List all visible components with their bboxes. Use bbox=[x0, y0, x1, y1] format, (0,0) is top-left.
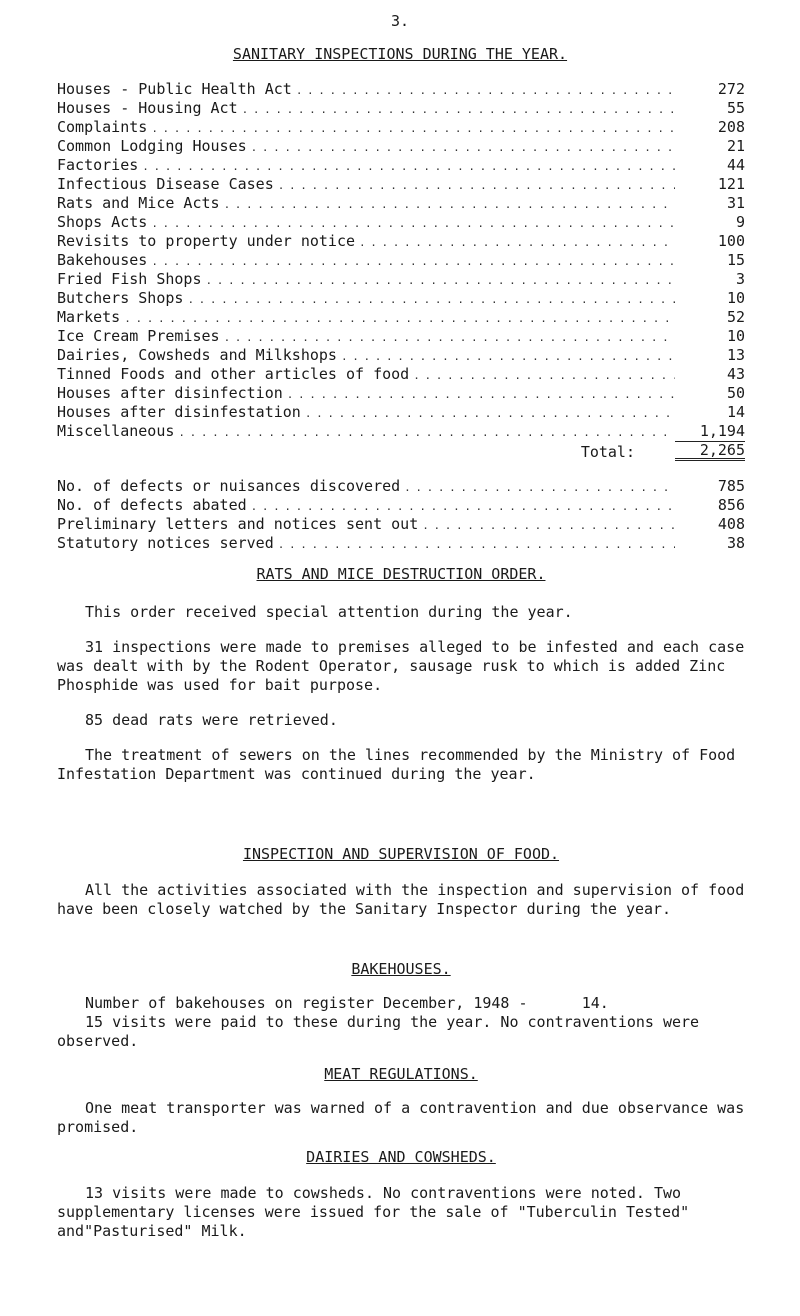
inspection-row-value: 55 bbox=[726, 99, 745, 117]
dot-leader bbox=[138, 156, 675, 175]
bakehouses-section bbox=[57, 960, 745, 1051]
inspection-row-label: Revisits to property under notice bbox=[57, 232, 356, 250]
inspection-row-label: Ice Cream Premises bbox=[57, 327, 220, 345]
rats-paragraph-1: This order received special attention during the year. bbox=[85, 603, 573, 621]
inspection-row bbox=[57, 270, 745, 289]
dot-leader bbox=[174, 422, 675, 441]
inspection-row bbox=[57, 384, 745, 403]
inspection-row-value: 10 bbox=[726, 327, 745, 345]
defects-row bbox=[57, 515, 745, 534]
rats-heading: RATS AND MICE DESTRUCTION ORDER. bbox=[256, 565, 546, 583]
inspection-row-label: Common Lodging Houses bbox=[57, 137, 247, 155]
defects-table bbox=[57, 477, 745, 553]
food-paragraph-1: All the activities associated with the inspection and supervision of food have been closely watched by the Sanitary Inspector during the year. bbox=[57, 881, 745, 918]
dairies-heading: DAIRIES AND COWSHEDS. bbox=[306, 1148, 496, 1166]
dot-leader bbox=[355, 232, 675, 251]
dot-leader bbox=[220, 327, 675, 346]
dot-leader bbox=[183, 289, 675, 308]
bakehouses-paragraph-1: Number of bakehouses on register December, 1948 - 14. bbox=[85, 994, 609, 1012]
dot-leader bbox=[147, 118, 675, 137]
inspection-row-label: Tinned Foods and other articles of food bbox=[57, 365, 410, 383]
dot-leader bbox=[147, 213, 675, 232]
dairies-section bbox=[57, 1148, 745, 1241]
inspection-row-label: Dairies, Cowsheds and Milkshops bbox=[57, 346, 337, 364]
rats-section bbox=[57, 565, 745, 784]
inspection-row-label: Bakehouses bbox=[57, 251, 148, 269]
inspection-row-value: 121 bbox=[717, 175, 745, 193]
dot-leader bbox=[274, 175, 675, 194]
inspection-row-label: Houses after disinfestation bbox=[57, 403, 301, 421]
total-label: Total: bbox=[580, 443, 635, 461]
inspection-row bbox=[57, 251, 745, 270]
dot-leader bbox=[120, 308, 675, 327]
defects-row-value: 785 bbox=[717, 477, 745, 495]
inspection-row-value: 100 bbox=[717, 232, 745, 250]
inspection-row bbox=[57, 346, 745, 365]
inspection-row-value: 272 bbox=[717, 80, 745, 98]
inspection-row bbox=[57, 365, 745, 384]
inspection-row-label: Shops Acts bbox=[57, 213, 148, 231]
rats-paragraph-2: 31 inspections were made to premises alleged to be infested and each case was dealt with by the Rodent Operator, sausage rusk to which is added Zinc Phosphide was used for bait purpose. bbox=[57, 638, 745, 694]
inspection-row bbox=[57, 289, 745, 308]
inspection-row-label: Infectious Disease Cases bbox=[57, 175, 274, 193]
dot-leader bbox=[247, 137, 675, 156]
inspection-row-value: 9 bbox=[735, 213, 745, 231]
rats-paragraph-3: 85 dead rats were retrieved. bbox=[85, 711, 338, 729]
defects-row-label: No. of defects or nuisances discovered bbox=[57, 477, 401, 495]
inspection-row bbox=[57, 403, 745, 422]
inspection-row bbox=[57, 327, 745, 346]
dot-leader bbox=[418, 515, 675, 534]
inspection-row-label: Rats and Mice Acts bbox=[57, 194, 220, 212]
inspection-row bbox=[57, 137, 745, 156]
inspection-row-value: 10 bbox=[726, 289, 745, 307]
inspection-row-label: Fried Fish Shops bbox=[57, 270, 202, 288]
dot-leader bbox=[274, 534, 675, 553]
inspection-row-value: 14 bbox=[726, 403, 745, 421]
defects-row-value: 408 bbox=[717, 515, 745, 533]
inspection-row-label: Markets bbox=[57, 308, 121, 326]
bakehouses-paragraph-2: 15 visits were paid to these during the year. No contraventions were observed. bbox=[57, 1013, 700, 1050]
rats-paragraph-4: The treatment of sewers on the lines recommended by the Ministry of Food Infestation Department was continued during the year. bbox=[57, 746, 736, 783]
dot-leader bbox=[247, 496, 675, 515]
inspection-row-label: Miscellaneous bbox=[57, 422, 175, 440]
inspection-row-value: 31 bbox=[726, 194, 745, 212]
dot-leader bbox=[283, 384, 675, 403]
defects-row bbox=[57, 477, 745, 496]
inspection-row-value: 13 bbox=[726, 346, 745, 364]
inspection-row-value: 21 bbox=[726, 137, 745, 155]
inspection-row bbox=[57, 99, 745, 118]
inspection-row-label: Complaints bbox=[57, 118, 148, 136]
dot-leader bbox=[202, 270, 676, 289]
page-number: 3. bbox=[390, 12, 410, 30]
inspection-row-value: 3 bbox=[735, 270, 745, 288]
inspection-row-value: 43 bbox=[726, 365, 745, 383]
dot-leader bbox=[220, 194, 675, 213]
dot-leader bbox=[147, 251, 675, 270]
inspection-row-value: 15 bbox=[726, 251, 745, 269]
defects-row bbox=[57, 534, 745, 553]
inspection-row bbox=[57, 213, 745, 232]
defects-row-value: 38 bbox=[726, 534, 745, 552]
defects-row-value: 856 bbox=[717, 496, 745, 514]
inspection-row bbox=[57, 308, 745, 327]
meat-heading: MEAT REGULATIONS. bbox=[324, 1065, 478, 1083]
meat-section bbox=[57, 1065, 745, 1137]
dot-leader bbox=[238, 99, 675, 118]
bakehouses-heading: BAKEHOUSES. bbox=[351, 960, 451, 978]
inspection-row-value: 44 bbox=[726, 156, 745, 174]
dairies-paragraph-1: 13 visits were made to cowsheds. No contraventions were noted. Two supplementary licenses were issued for the sale of "Tuberculin Tested" and"Pasturised" Milk. bbox=[57, 1184, 690, 1240]
inspection-row bbox=[57, 118, 745, 137]
inspection-row-label: Houses after disinfection bbox=[57, 384, 283, 402]
inspection-row bbox=[57, 194, 745, 213]
defects-row bbox=[57, 496, 745, 515]
dot-leader bbox=[292, 80, 675, 99]
inspection-row-label: Houses - Public Health Act bbox=[57, 80, 292, 98]
dot-leader bbox=[301, 403, 675, 422]
dot-leader bbox=[337, 346, 675, 365]
inspection-row bbox=[57, 80, 745, 99]
defects-row-label: Preliminary letters and notices sent out bbox=[57, 515, 419, 533]
dot-leader bbox=[400, 477, 675, 496]
inspection-row bbox=[57, 422, 745, 441]
defects-row-label: No. of defects abated bbox=[57, 496, 247, 514]
dot-leader bbox=[409, 365, 675, 384]
inspection-row-value: 52 bbox=[726, 308, 745, 326]
total-value: 2,265 bbox=[675, 441, 745, 461]
inspection-row bbox=[57, 156, 745, 175]
total-block bbox=[57, 441, 745, 463]
meat-paragraph-1: One meat transporter was warned of a contravention and due observance was promised. bbox=[57, 1099, 745, 1136]
inspection-row-label: Butchers Shops bbox=[57, 289, 184, 307]
food-heading: INSPECTION AND SUPERVISION OF FOOD. bbox=[242, 845, 560, 863]
inspection-row-label: Houses - Housing Act bbox=[57, 99, 238, 117]
inspection-row-value: 50 bbox=[726, 384, 745, 402]
inspection-row-label: Factories bbox=[57, 156, 139, 174]
inspection-row bbox=[57, 175, 745, 194]
food-section bbox=[57, 845, 745, 919]
defects-row-label: Statutory notices served bbox=[57, 534, 274, 552]
inspection-row-value: 1,194 bbox=[699, 422, 745, 440]
main-title: SANITARY INSPECTIONS DURING THE YEAR. bbox=[232, 45, 568, 63]
inspection-row-value: 208 bbox=[717, 118, 745, 136]
inspections-table bbox=[57, 80, 745, 441]
inspection-row bbox=[57, 232, 745, 251]
